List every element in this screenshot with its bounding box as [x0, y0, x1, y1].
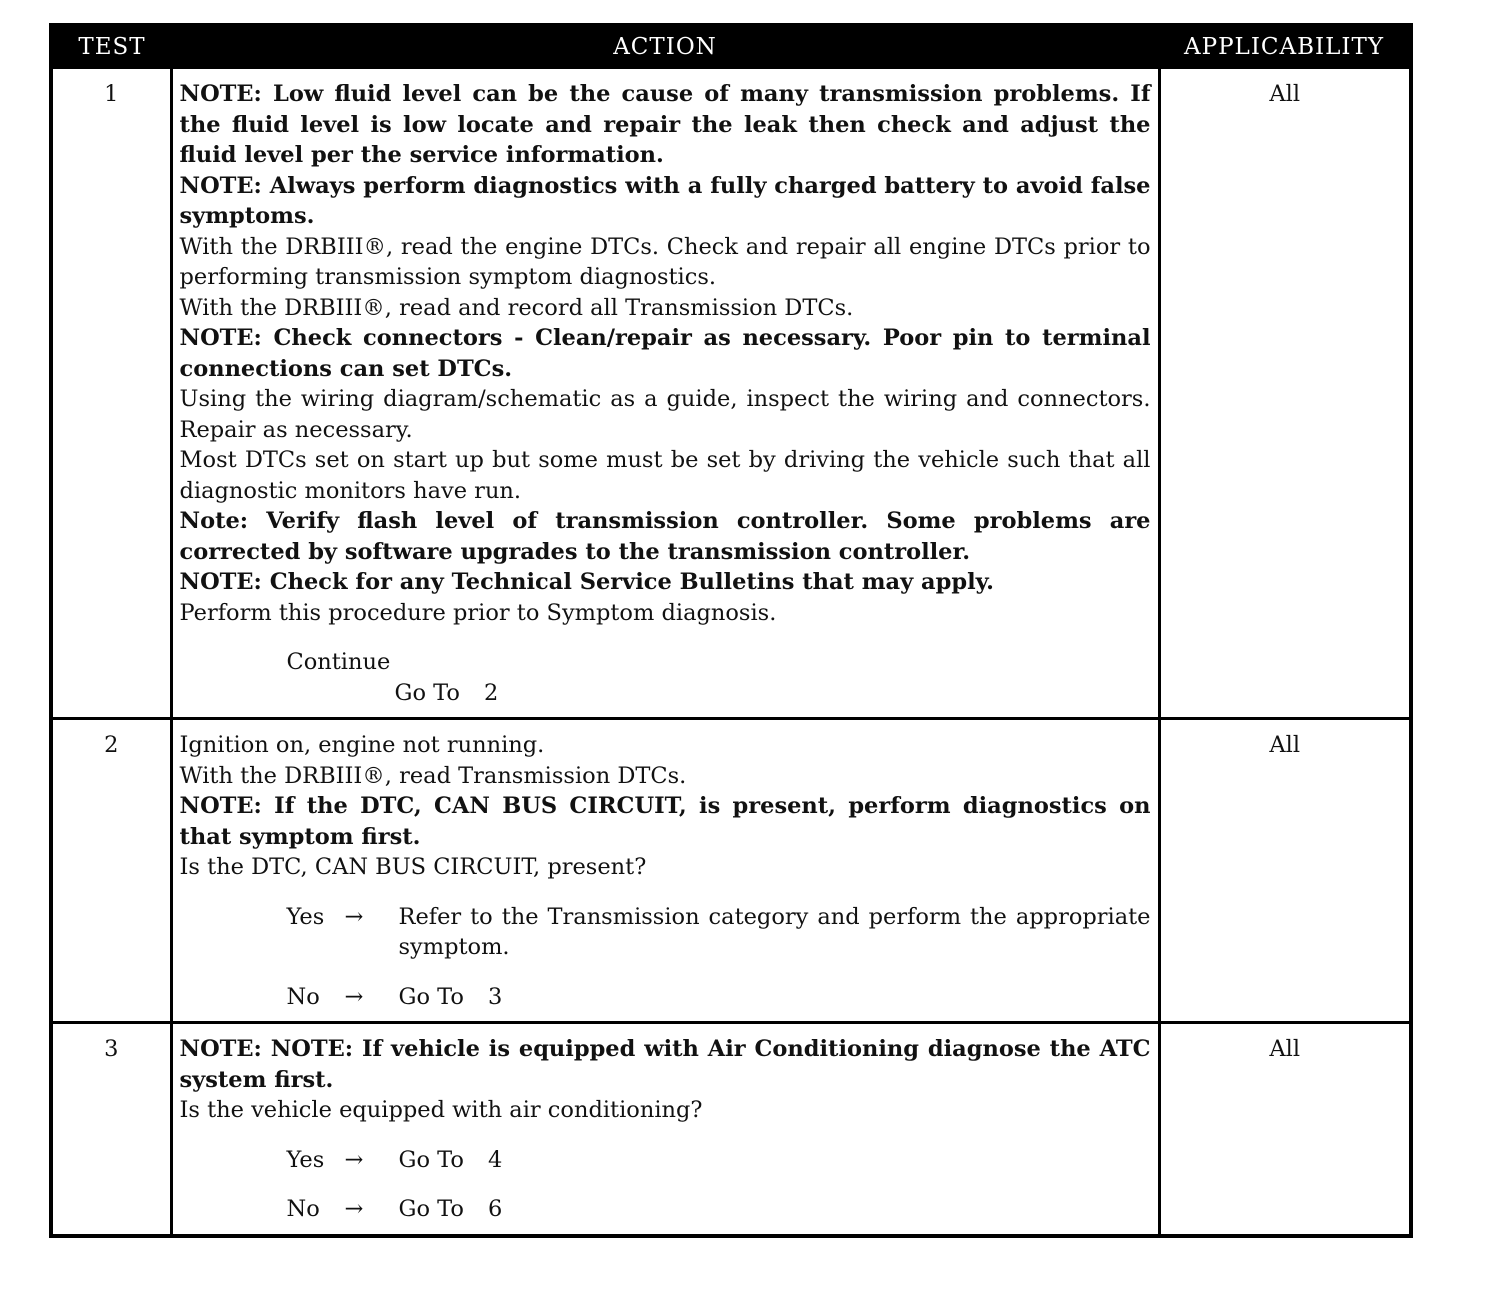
action-cell [171, 68, 1159, 719]
action-cell [171, 719, 1159, 1023]
table-header-row [51, 25, 1411, 68]
goto-label: Go To [394, 679, 460, 706]
header-test: TEST [51, 25, 171, 68]
goto-label: Go To [398, 1196, 464, 1222]
header-applicability: APPLICABILITY [1159, 25, 1411, 68]
goto-step-number: 4 [487, 1146, 503, 1173]
step-text: Most DTCs set on start up but some must be set by driving the vehicle such that all diagnostic monitors have run. [179, 447, 1151, 504]
step-text: With the DRBIII®, read the engine DTCs. Check and repair all engine DTCs prior to performing transmission symptom diagnostics. [179, 233, 1151, 290]
choice-label: Yes [286, 903, 325, 930]
applicability-value: All [1159, 719, 1411, 1023]
note-text: NOTE: NOTE: If vehicle is equipped with Air Conditioning diagnose the ATC system first. [179, 1036, 1151, 1093]
note-text: NOTE: Always perform diagnostics with a fully charged battery to avoid false symptoms. [179, 172, 1151, 229]
step-text: With the DRBIII®, read Transmission DTCs. [179, 762, 687, 789]
note-text: NOTE: If the DTC, CAN BUS CIRCUIT, is present, perform diagnostics on that symptom first. [179, 793, 1151, 850]
step-text: Ignition on, engine not running. [179, 732, 545, 758]
choice-no[interactable] [180, 1194, 1151, 1225]
goto-step-number: 6 [487, 1196, 503, 1222]
goto-label: Go To [398, 1146, 464, 1173]
arrow-icon: → [344, 903, 364, 930]
goto-link[interactable] [287, 678, 1151, 709]
test-number: 3 [51, 1023, 171, 1236]
header-action: ACTION [171, 25, 1159, 68]
goto-label: Go To [398, 983, 464, 1010]
goto-link[interactable] [399, 1145, 1151, 1176]
table-row [51, 719, 1411, 1023]
table-row [51, 1023, 1411, 1236]
arrow-icon: → [344, 1146, 364, 1173]
goto-step-number: 3 [487, 983, 503, 1010]
step-text: With the DRBIII®, read and record all Transmission DTCs. [179, 294, 854, 321]
test-number: 1 [51, 68, 171, 719]
step-text: Using the wiring diagram/schematic as a guide, inspect the wiring and connectors. Repair as necessary. [179, 386, 1151, 443]
goto-step-number: 2 [483, 679, 499, 706]
continue-label: Continue [286, 649, 391, 675]
table-row [51, 68, 1411, 719]
note-text: Note: Verify flash level of transmission controller. Some problems are corrected by software upgrades to the transmission controller. [179, 508, 1151, 565]
note-text: NOTE: Check for any Technical Service Bulletins that may apply. [179, 569, 994, 595]
choice-yes[interactable] [180, 1145, 1151, 1176]
applicability-value: All [1159, 68, 1411, 719]
choice-no[interactable] [180, 982, 1151, 1013]
arrow-icon: → [344, 983, 364, 1010]
test-number: 2 [51, 719, 171, 1023]
diagnostic-table [49, 23, 1413, 1238]
question-text: Is the vehicle equipped with air conditioning? [179, 1097, 703, 1123]
goto-link[interactable] [399, 1194, 1151, 1225]
continue-option [180, 647, 1151, 708]
note-text: NOTE: Low fluid level can be the cause of many transmission problems. If the fluid level is low locate and repair the leak then check and adjust the fluid level per the service information. [179, 81, 1151, 168]
choice-label: Yes [286, 1146, 325, 1173]
question-text: Is the DTC, CAN BUS CIRCUIT, present? [179, 854, 647, 880]
arrow-icon: → [344, 1196, 364, 1222]
choice-label: No [286, 983, 320, 1010]
action-cell [171, 1023, 1159, 1236]
choice-result: Refer to the Transmission category and perform the appropriate symptom. [398, 903, 1151, 960]
step-text: Perform this procedure prior to Symptom diagnosis. [179, 599, 777, 626]
goto-link[interactable] [399, 982, 1151, 1013]
applicability-value: All [1159, 1023, 1411, 1236]
choice-label: No [286, 1196, 320, 1222]
note-text: NOTE: Check connectors - Clean/repair as necessary. Poor pin to terminal connections can set DTCs. [179, 325, 1151, 382]
choice-yes[interactable] [180, 902, 1151, 963]
